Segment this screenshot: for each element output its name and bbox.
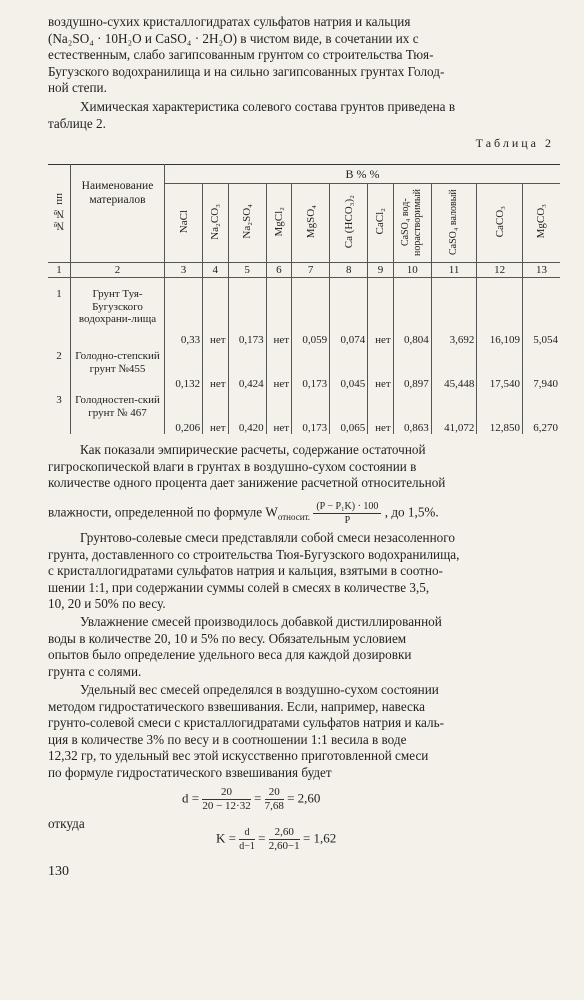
row-value: 17,540	[477, 346, 523, 390]
header-name: Наименование материалов	[71, 165, 165, 263]
humidity-formula-line: влажности, определенной по формуле $W_{относит.}$ $\frac{\text{(P − P₁K) · 100}}{P}$ , до 1,5%.	[48, 500, 439, 526]
row-value: 16,109	[477, 278, 523, 347]
paragraph-moistening: Увлажнение смесей производилось добавкой дистиллированной воды в количестве 20, 10 и 5% по весу. Обязательным условием опытов было определение удельного веса для каждой дозировки грунта с солями.	[48, 614, 442, 679]
row-value: нет	[266, 346, 291, 390]
row-value: 0,074	[330, 278, 368, 347]
row-value: нет	[203, 390, 228, 434]
row-value: нет	[203, 346, 228, 390]
row-value: 0,065	[330, 390, 368, 434]
column-header: MgSO₄	[292, 184, 330, 263]
column-numbers	[48, 263, 560, 278]
column-header: CaSO₄ вод-норастворимый	[393, 184, 431, 263]
row-name: Грунт Туя-Бугузского водохрани-лища	[71, 278, 165, 347]
column-header: Ca (HCO₃)₂	[330, 184, 368, 263]
column-number: 13	[522, 263, 560, 278]
humidity-fraction: $\frac{\text{(P − P₁K) · 100}}{P}$	[313, 500, 381, 527]
row-value: 0,863	[393, 390, 431, 434]
header-group: В % %	[165, 165, 561, 184]
column-header: MgCl₂	[266, 184, 291, 263]
row-value: 7,940	[522, 346, 560, 390]
row-number: 2	[56, 350, 62, 362]
column-number: 5	[228, 263, 266, 278]
row-value: 0,33	[165, 278, 203, 347]
column-number: 6	[266, 263, 291, 278]
column-number: 8	[330, 263, 368, 278]
row-value: 3,692	[431, 278, 477, 347]
column-header: MgCO₃	[522, 184, 560, 263]
page-number: 130	[48, 864, 69, 879]
row-value: 0,173	[228, 278, 266, 347]
paragraph-humidity: Как показали эмпирические расчеты, содержание остаточной гигроскопической влаги в грунтах в воздушно-сухом состоянии в количестве одного процента дает занижение расчетной относительной влажности, определенной по формуле $W_{относит.}$ $\frac{\text{(P − P₁K) · 100}}{P}$ , до 1,5%.	[48, 442, 558, 527]
row-value: 0,173	[292, 346, 330, 390]
row-value: нет	[368, 346, 393, 390]
table-row	[48, 390, 560, 434]
row-value: 41,072	[431, 390, 477, 434]
column-number: 7	[292, 263, 330, 278]
column-number: 11	[431, 263, 477, 278]
row-value: 6,270	[522, 390, 560, 434]
table-caption: Таблица 2	[475, 136, 554, 150]
paragraph-mixtures: Грунтово-солевые смеси представляли собой смеси незасоленного грунта, доставленного со строительства Тюя-Бугузского водохранилища, с кристаллогидратами сульфатов натрия и кальция, взятыми в соотно- шении 1:1, при содержании суммы солей в смесях в количестве 3,5, 10, 20 и 50% по весу.	[48, 530, 460, 612]
row-number: 1	[56, 288, 62, 300]
row-number: 3	[56, 394, 62, 406]
otkuda-text: откуда	[48, 816, 85, 831]
column-number: 2	[71, 263, 165, 278]
row-value: 0,173	[292, 390, 330, 434]
row-value: 0,045	[330, 346, 368, 390]
row-value: нет	[368, 278, 393, 347]
table-row	[48, 278, 560, 347]
column-number: 12	[477, 263, 523, 278]
row-value: 0,420	[228, 390, 266, 434]
intro-paragraph: воздушно-сухих кристаллогидратах сульфатов натрия и кальция (Na₂SO₄ · 10H₂O и CaSO₄ · 2H₂O) в чистом виде, в сочетании их с естественным, слабо загипсованным грунтом со строительства Тюя- Бугузского водохранилища и на сильно загипсованных грунтах Голод- ной степи.	[48, 14, 445, 96]
column-header: Na₂SO₄	[228, 184, 266, 263]
column-header: CaCO₃	[477, 184, 523, 263]
column-header: CaCl₂	[368, 184, 393, 263]
row-value: 0,897	[393, 346, 431, 390]
formula-d: d = $\frac{20}{20 - 12\cdot 32}$ = $\frac{20}{7,68}$ = 2,60	[182, 786, 321, 812]
paragraph-specific-weight: Удельный вес смесей определялся в воздушно-сухом состоянии методом гидростатического взвешивания. Если, например, навеска грунто-солевой смеси с кристаллогидратами сульфатов натрия и каль- ция в количестве 3% по весу и в соотношении 1:1 весила в воде 12,32 гр, то удельный вес этой искусственно приготовленной смеси по формуле гидростатического взвешивания будет	[48, 682, 444, 780]
column-header: NaCl	[165, 184, 203, 263]
column-number: 3	[165, 263, 203, 278]
row-value: 5,054	[522, 278, 560, 347]
row-value: нет	[368, 390, 393, 434]
row-value: 0,132	[165, 346, 203, 390]
row-name: Голодностеп-ский грунт № 467	[71, 390, 165, 434]
row-value: 0,424	[228, 346, 266, 390]
row-name: Голодно-степский грунт №455	[71, 346, 165, 390]
column-number: 10	[393, 263, 431, 278]
row-value: 0,059	[292, 278, 330, 347]
salt-composition-table	[48, 164, 560, 434]
row-value: нет	[203, 278, 228, 347]
row-value: нет	[266, 390, 291, 434]
header-num: №№ пп	[48, 165, 71, 263]
chem-paragraph: Химическая характеристика солевого состава грунтов приведена в таблице 2.	[48, 99, 456, 131]
column-header: Na₂CO₃	[203, 184, 228, 263]
column-number: 1	[56, 264, 62, 276]
table-row	[48, 346, 560, 390]
column-number: 9	[368, 263, 393, 278]
table-body	[48, 278, 560, 435]
column-number: 4	[203, 263, 228, 278]
row-value: 0,206	[165, 390, 203, 434]
row-value: 12,850	[477, 390, 523, 434]
formula-k: K = $\frac{d}{d-1}$ = $\frac{2,60}{2,60-1}$ = 1,62	[216, 826, 337, 852]
row-value: 0,804	[393, 278, 431, 347]
row-value: 45,448	[431, 346, 477, 390]
row-value: нет	[266, 278, 291, 347]
column-header: CaSO₄ валовый	[431, 184, 477, 263]
